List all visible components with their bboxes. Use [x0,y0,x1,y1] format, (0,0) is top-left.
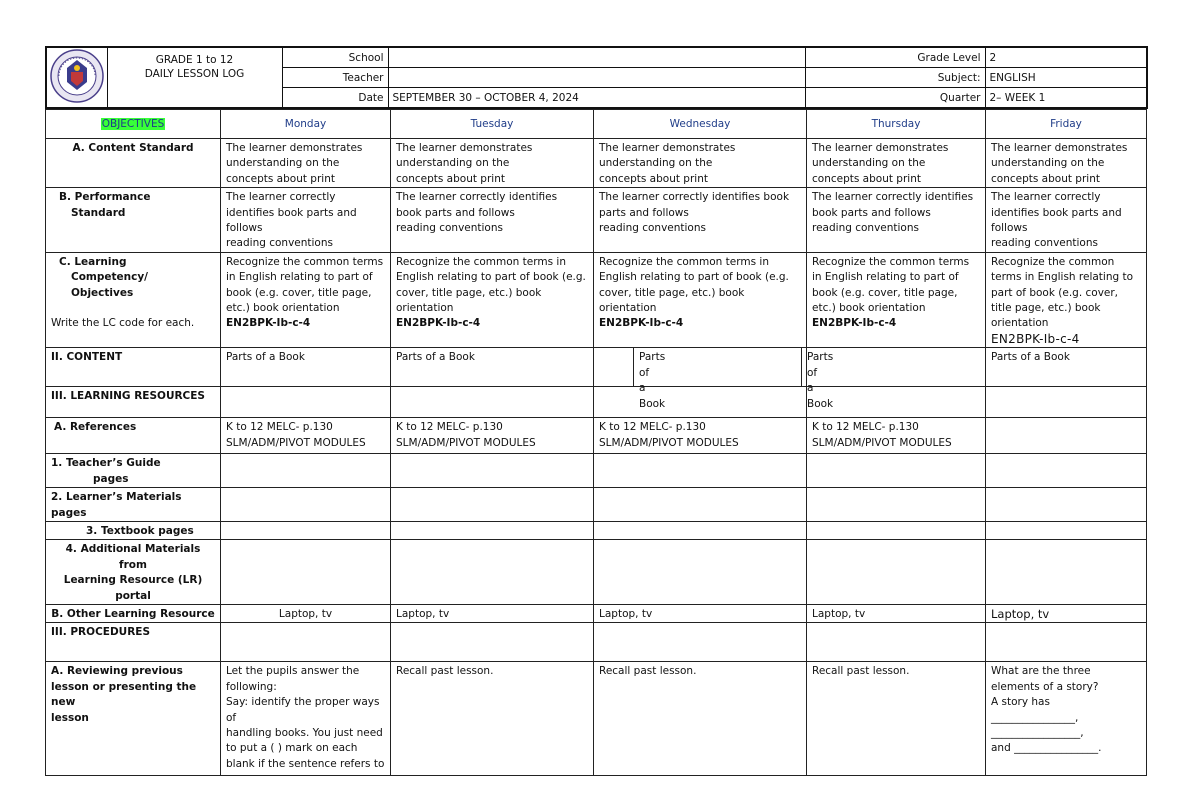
table-cell [221,454,391,488]
competency-label-line: Competency/ [71,271,149,284]
references-label: A. References [46,418,221,454]
performance-label-line: Standard [71,206,126,219]
tuesday-header: Tuesday [391,110,594,139]
table-cell [986,521,1147,539]
competency-label-line: C. Learning [59,255,127,268]
learners-materials-row [46,488,1147,522]
table-cell: The learner correctly identifies book parts and follows reading conventions [221,188,391,253]
lc-code: EN2BPK-Ib-c-4 [599,317,684,330]
school-value[interactable] [388,47,805,68]
table-cell: The learner correctly identifies book parts and follows reading conventions [986,188,1147,253]
table-cell [221,252,391,347]
table-cell [986,488,1147,522]
content-cell-part: Parts of a Book [391,348,634,386]
table-cell: The learner demonstrates understanding on the concepts about print [221,139,391,188]
teachers-guide-label-line: pages [93,472,129,485]
content-cell-part: Parts of a Book [639,351,666,410]
content-standard-row [46,139,1147,188]
header-table [45,46,1148,109]
table-cell: K to 12 MELC- p.130 SLM/ADM/PIVOT MODULES [807,418,986,454]
table-cell [391,488,594,522]
table-cell [594,348,834,410]
table-cell [594,252,807,347]
competency-label [46,252,221,347]
table-cell: Laptop, tv [391,604,594,622]
table-cell [807,454,986,488]
content-standard-label: A. Content Standard [46,139,221,188]
table-cell [594,623,807,662]
performance-standard-label [46,188,221,253]
textbook-label: 3. Textbook pages [46,521,221,539]
date-value[interactable]: SEPTEMBER 30 – OCTOBER 4, 2024 [388,88,805,109]
reviewing-row [46,662,1147,776]
performance-standard-row [46,188,1147,253]
teachers-guide-label-line: 1. Teacher’s Guide [51,457,161,470]
quarter-label: Quarter [805,88,985,109]
competency-text: Recognize the common terms in English relating to part of book (e.g. cover, title page, etc.) book orientation [226,255,384,315]
teacher-value[interactable] [388,68,805,88]
table-cell [391,252,594,347]
lc-code: EN2BPK-Ib-c-4 [991,331,1080,346]
table-cell: Laptop, tv [594,604,807,622]
table-cell: Laptop, tv [807,604,986,622]
table-cell [807,252,986,347]
table-cell [986,623,1147,662]
table-cell [391,348,666,410]
teachers-guide-row [46,454,1147,488]
log-title: DAILY LESSON LOG [144,68,245,80]
lc-code: EN2BPK-Ib-c-4 [396,317,481,330]
subject-label: Subject: [805,68,985,88]
performance-label-line: B. Performance [59,191,151,204]
other-resources-row [46,604,1147,622]
content-label: II. CONTENT [46,348,221,387]
monday-header: Monday [221,110,391,139]
learners-materials-label: 2. Learner’s Materials pages [46,488,221,522]
table-cell: The learner demonstrates understanding on the concepts about print [594,139,807,188]
table-cell [807,521,986,539]
table-cell: The learner demonstrates understanding on the concepts about print [986,139,1147,188]
table-cell [986,252,1147,347]
school-label: School [282,47,388,68]
competency-text: Recognize the common terms in English relating to part of book (e.g. cover, title page, etc.) book orientation [812,255,970,315]
table-cell [986,454,1147,488]
objectives-header: OBJECTIVES [46,110,221,139]
table-cell [807,540,986,605]
table-cell: The learner demonstrates understanding on the concepts about print [391,139,594,188]
table-cell [594,454,807,488]
table-cell: K to 12 MELC- p.130 SLM/ADM/PIVOT MODULES [391,418,594,454]
table-cell [221,387,391,418]
thursday-header: Thursday [807,110,986,139]
table-cell [391,387,594,418]
table-cell [391,623,594,662]
procedures-row [46,623,1147,662]
reviewing-label: A. Reviewing previous lesson or presenting the new lesson [46,662,221,776]
table-header-row [46,110,1147,139]
table-cell: Laptop, tv [221,604,391,622]
table-cell: Recall past lesson. [807,662,986,776]
deped-seal-logo [46,47,107,108]
table-cell [391,540,594,605]
learning-resources-label: III. LEARNING RESOURCES [46,387,221,418]
content-cell-part: Parts of a Book [807,351,834,410]
competency-text: Recognize the common terms in English relating to part of book (e.g. cover, title page, etc.) book orientation [991,255,1134,330]
table-cell [807,623,986,662]
table-cell [391,454,594,488]
table-cell: Recall past lesson. [594,662,807,776]
procedures-label: III. PROCEDURES [46,623,221,662]
table-cell [391,521,594,539]
competency-text: Recognize the common terms in English relating to part of book (e.g. cover, title page, etc.) book orientation [396,255,586,315]
table-cell [594,387,807,418]
competency-text: Recognize the common terms in English relating to part of book (e.g. cover, title page, etc.) book orientation [599,255,789,315]
competency-row [46,252,1147,347]
table-cell: Let the pupils answer the following: Say: identify the proper ways of handling books. You just need to put a ( ) mark on each blank if the sentence refers to [221,662,391,776]
textbook-row [46,521,1147,539]
table-cell [594,521,807,539]
table-cell: K to 12 MELC- p.130 SLM/ADM/PIVOT MODULES [221,418,391,454]
additional-materials-row [46,540,1147,605]
table-cell [221,623,391,662]
table-cell [807,387,986,418]
table-cell: Recall past lesson. [391,662,594,776]
competency-label-line: Objectives [71,286,134,299]
table-cell [594,488,807,522]
content-cell-spacer [594,348,802,410]
wednesday-header: Wednesday [594,110,807,139]
table-cell: Parts of a Book [986,348,1147,387]
table-cell: Laptop, tv [986,604,1147,622]
grade-level-label: Grade Level [805,47,985,68]
table-cell [807,488,986,522]
table-cell [986,418,1147,454]
table-cell [594,540,807,605]
additional-materials-label: 4. Additional Materials from Learning Resource (LR) portal [46,540,221,605]
table-cell: K to 12 MELC- p.130 SLM/ADM/PIVOT MODULES [594,418,807,454]
table-cell: What are the three elements of a story? A story has ________________, _________________, and ________________. [986,662,1147,776]
table-cell: The learner correctly identifies book parts and follows reading conventions [807,188,986,253]
table-cell: The learner demonstrates understanding on the concepts about print [807,139,986,188]
teacher-label: Teacher [282,68,388,88]
references-row [46,418,1147,454]
header-title-cell [107,47,282,108]
lc-code: EN2BPK-Ib-c-4 [226,317,311,330]
table-cell [986,387,1147,418]
table-cell [221,488,391,522]
table-cell: The learner correctly identifies book parts and follows reading conventions [391,188,594,253]
subject-value[interactable]: ENGLISH [985,68,1147,88]
lc-code-note: Write the LC code for each. [51,317,195,330]
other-resources-label: B. Other Learning Resource [46,604,221,622]
date-label: Date [282,88,388,109]
table-cell: Parts of a Book [221,348,391,387]
friday-header: Friday [986,110,1147,139]
table-cell [221,521,391,539]
table-cell [986,540,1147,605]
grade-level-value[interactable]: 2 [985,47,1147,68]
lc-code: EN2BPK-Ib-c-4 [812,317,897,330]
grade-title: GRADE 1 to 12 [155,54,234,66]
table-cell [807,348,986,387]
teachers-guide-label [46,454,221,488]
quarter-value[interactable]: 2– WEEK 1 [985,88,1147,109]
lesson-log-table [45,109,1147,776]
content-row [46,348,1147,387]
table-cell [221,540,391,605]
table-cell: The learner correctly identifies book parts and follows reading conventions [594,188,807,253]
learning-resources-row [46,387,1147,418]
